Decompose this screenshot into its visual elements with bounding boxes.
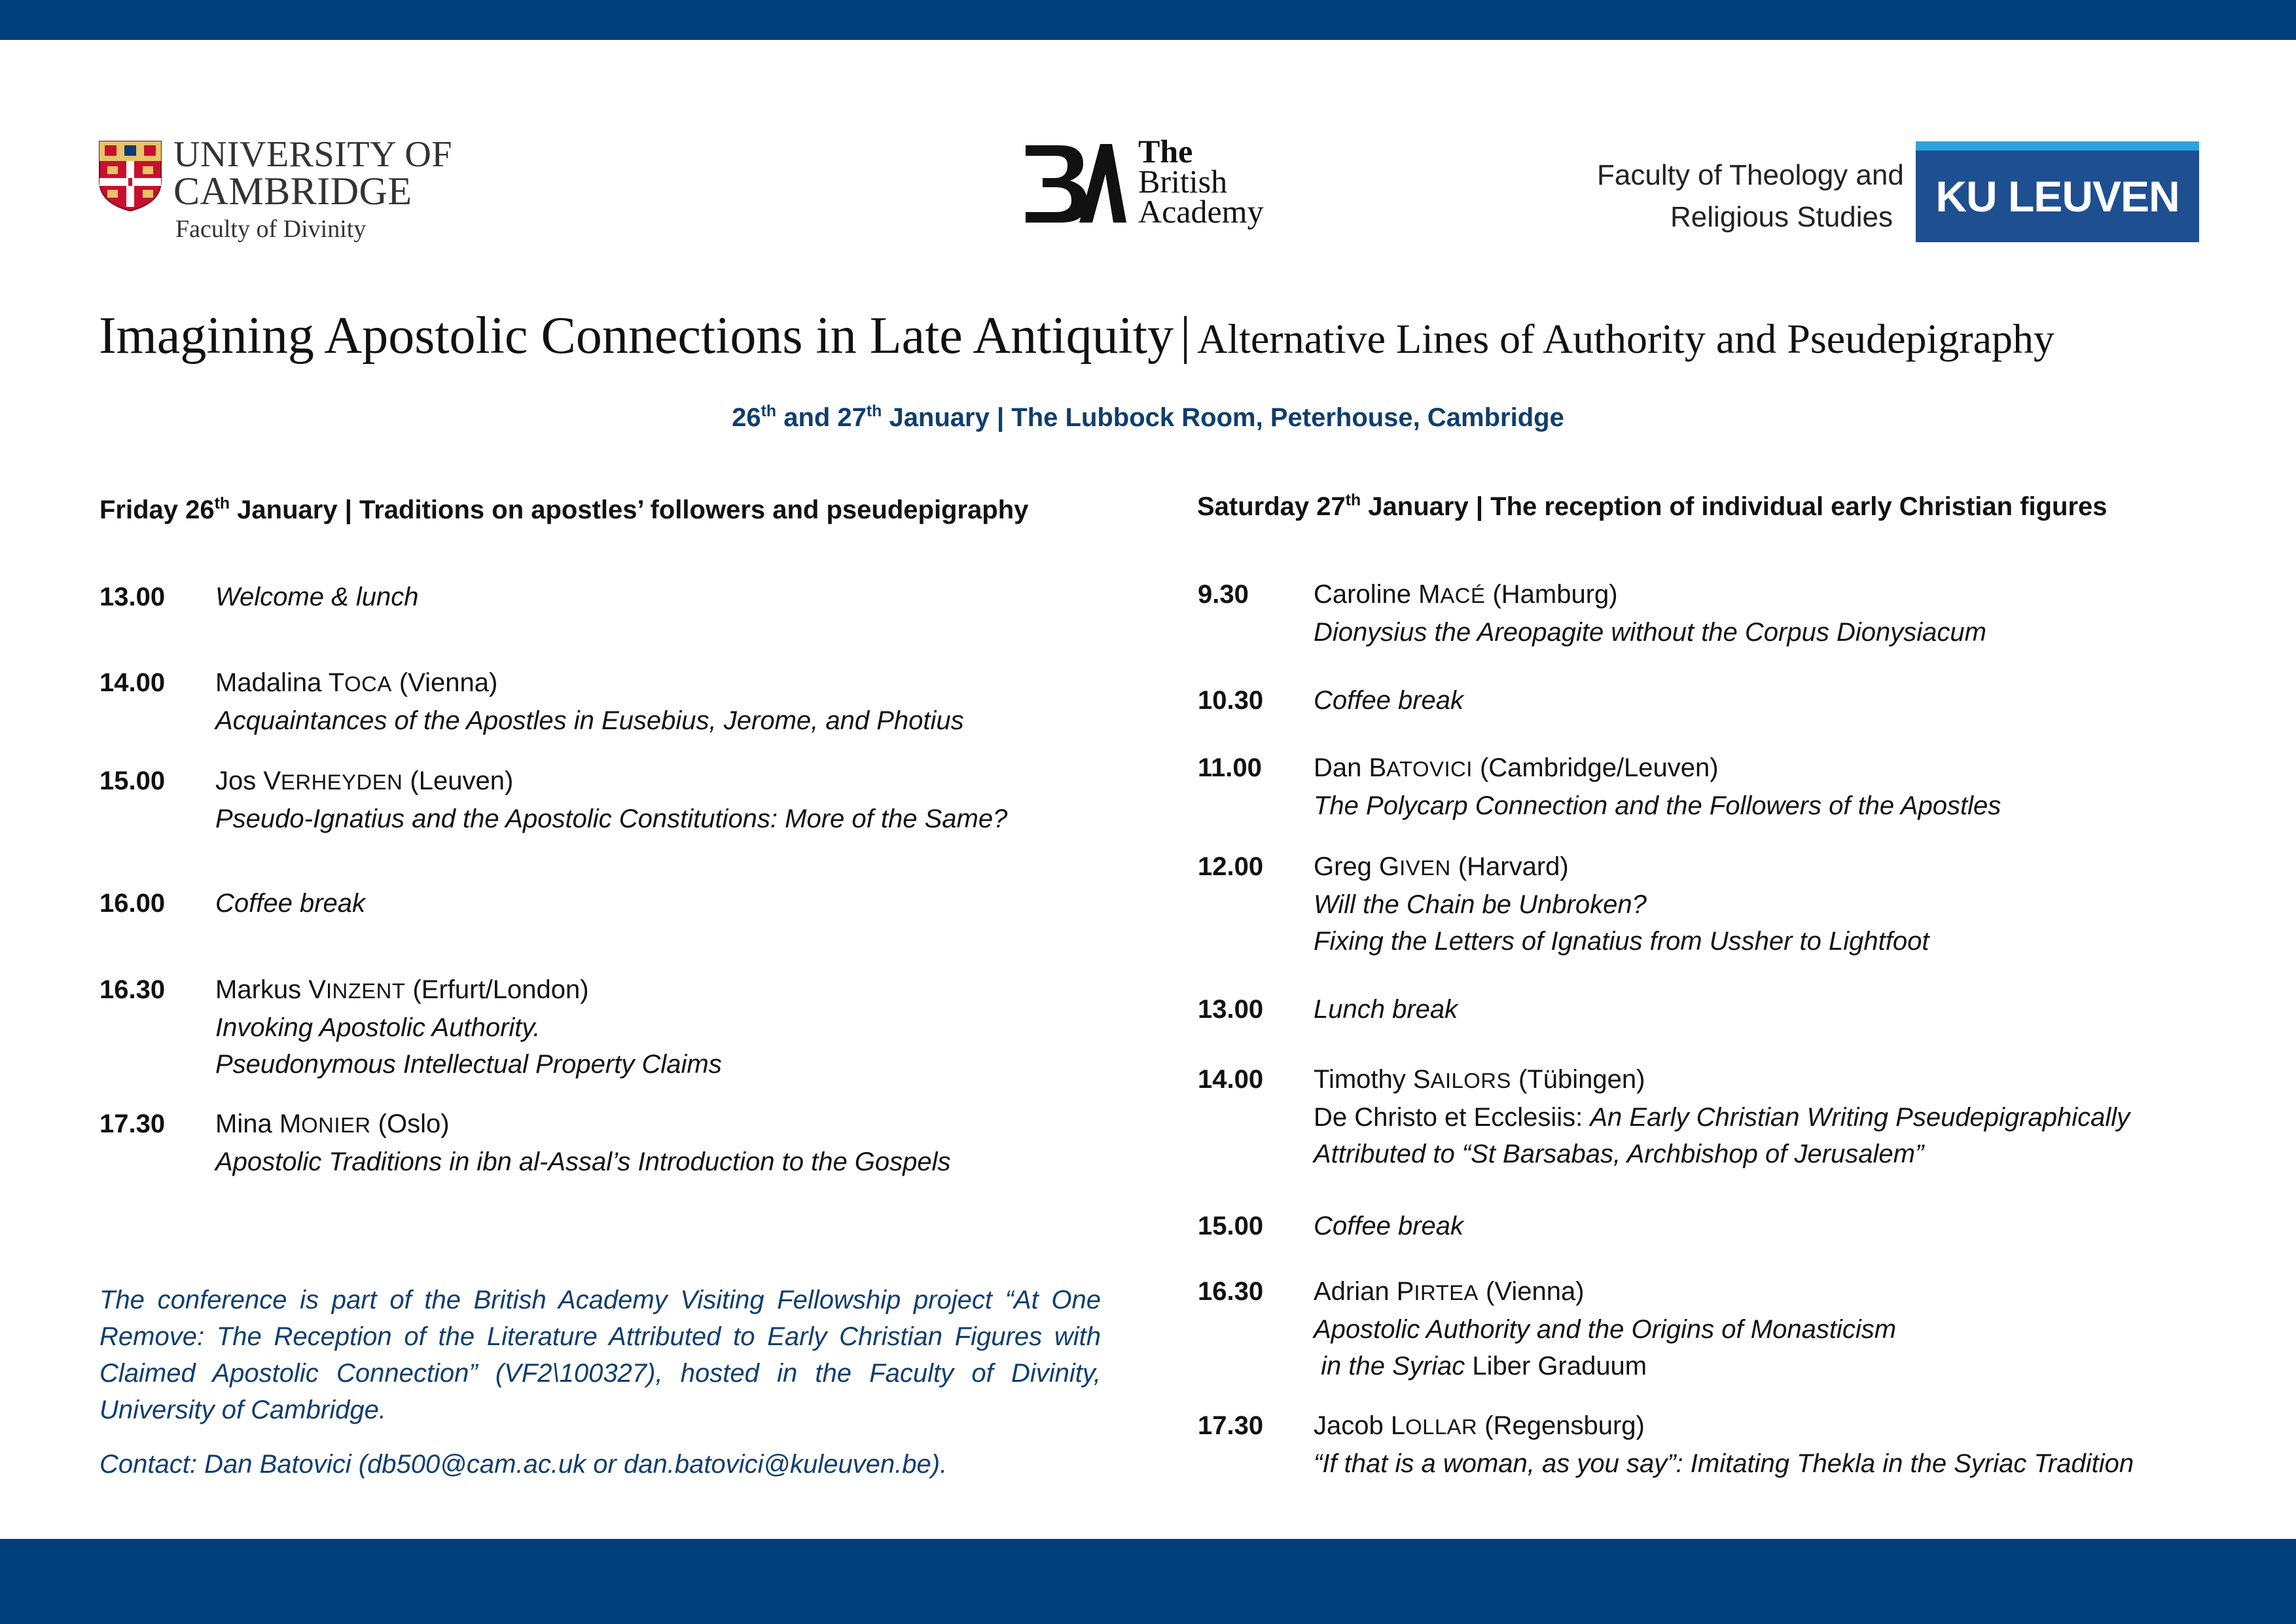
speaker-name: Timothy S — [1314, 1065, 1431, 1094]
speaker — [1314, 1407, 2134, 1445]
paper-title: Apostolic Authority and the Origins of Monasticism — [1314, 1315, 1897, 1344]
speaker-surname: OCA — [344, 672, 392, 696]
ku-faculty-line1: Faculty of Theology and — [1597, 159, 1904, 191]
speaker-surname: AILORS — [1430, 1068, 1511, 1092]
contact-note: Contact: Dan Batovici (db500@cam.ac.uk or dan.batovici@kuleuven.be). — [99, 1450, 948, 1479]
ku-leuven-name: KU LEUVEN — [1935, 172, 2179, 221]
slot-time: 13.00 — [99, 583, 166, 611]
ku-faculty-line2: Religious Studies — [1670, 201, 1893, 233]
slot-time: 16.00 — [99, 889, 166, 918]
project-note: The conference is part of the British Academy Visiting Fellowship project “At One Remove: The Reception of the Literature Attributed to Early Christian Figures with Claimed Apostolic Connection” (VF2\100327), hosted in the Faculty of Divinity, University of Cambridge. — [99, 1286, 1101, 1424]
speaker — [215, 664, 964, 702]
speaker-surname: INZENT — [325, 979, 406, 1003]
paper-title: The Polycarp Connection and the Followers of the Apostles — [1314, 791, 2001, 820]
title-main: Imagining Apostolic Connections in Late Antiquity — [99, 307, 1174, 365]
title-separator: | — [1180, 307, 1191, 365]
speaker — [1314, 576, 1986, 614]
saturday-heading-sup: th — [1345, 492, 1361, 510]
date1: 26 — [732, 403, 761, 432]
cambridge-wordmark — [173, 134, 452, 213]
friday-heading — [99, 496, 1028, 525]
paper-title-italic: in the Syriac — [1314, 1352, 1473, 1380]
speaker-affiliation: (Vienna) — [1478, 1277, 1585, 1306]
paper-title: Dionysius the Areopagite without the Corpus Dionysiacum — [1314, 618, 1986, 647]
speaker — [215, 1106, 951, 1144]
speaker-surname: ONIER — [301, 1113, 371, 1137]
slot-event: Welcome & lunch — [215, 583, 419, 611]
cambridge-logo — [98, 134, 465, 247]
speaker-surname: IVEN — [1399, 856, 1451, 880]
slot-event: Coffee break — [215, 889, 366, 918]
speaker-name: Markus V — [215, 975, 326, 1004]
slot-time: 13.00 — [1198, 995, 1264, 1024]
speaker — [1314, 749, 2001, 787]
speaker-affiliation: (Hamburg) — [1485, 580, 1618, 609]
ku-leuven-faculty — [1597, 154, 1904, 238]
speaker-surname: ATOVICI — [1386, 757, 1473, 781]
speaker-affiliation: (Erfurt/London) — [405, 975, 589, 1004]
slot-time: 14.00 — [99, 668, 166, 697]
speaker-affiliation: (Leuven) — [403, 767, 514, 795]
speaker-name: Jos V — [215, 767, 281, 795]
speaker — [215, 971, 722, 1009]
ba-line2: British — [1138, 163, 1228, 200]
speaker-surname: OLLAR — [1405, 1415, 1478, 1439]
date2: and 27 — [776, 403, 867, 432]
paper-title-italic: An Early Christian Writing Pseudepigraphically — [1590, 1103, 2130, 1132]
speaker-name: Mina M — [215, 1110, 302, 1138]
slot-time: 14.00 — [1198, 1065, 1264, 1094]
dates-venue — [0, 403, 2296, 433]
paper-title: “If that is a woman, as you say”: Imitating Thekla in the Syriac Tradition — [1314, 1449, 2134, 1478]
speaker-name: Greg G — [1314, 852, 1400, 881]
date1-sup: th — [761, 403, 777, 421]
cambridge-faculty: Faculty of Divinity — [175, 215, 367, 243]
top-band — [0, 0, 2296, 40]
paper-title: Acquaintances of the Apostles in Eusebius, Jerome, and Photius — [215, 706, 964, 735]
speaker-surname: IRTEA — [1414, 1280, 1479, 1305]
slot-time: 16.30 — [99, 975, 166, 1004]
venue: January | The Lubbock Room, Peterhouse, Cambridge — [882, 403, 1564, 432]
paper-title-cont: Attributed to “St Barsabas, Archbishop of Jerusalem” — [1314, 1140, 1924, 1168]
friday-heading-pre: Friday 26 — [99, 496, 215, 524]
paper-title-cont: Fixing the Letters of Ignatius from Ussher to Lightfoot — [1314, 927, 1929, 956]
paper-title — [1314, 1099, 2130, 1136]
speaker — [1314, 1061, 2130, 1099]
speaker-affiliation: (Regensburg) — [1477, 1411, 1645, 1440]
slot-time: 17.30 — [1198, 1411, 1264, 1440]
slot-time: 15.00 — [99, 767, 166, 795]
ku-leuven-logo — [1916, 141, 2199, 242]
bottom-band — [0, 1539, 2296, 1624]
speaker-affiliation: (Vienna) — [391, 668, 498, 697]
friday-heading-sup: th — [214, 495, 230, 513]
slot-event: Coffee break — [1314, 686, 1464, 715]
slot-event: Lunch break — [1314, 995, 1458, 1024]
paper-title: Pseudo-Ignatius and the Apostolic Constitutions: More of the Same? — [215, 804, 1008, 833]
speaker-affiliation: (Tübingen) — [1511, 1065, 1645, 1094]
speaker-name: Adrian P — [1314, 1277, 1414, 1306]
speaker-name: Madalina T — [215, 668, 345, 697]
cambridge-line1: UNIVERSITY OF — [173, 134, 452, 175]
slot-time: 11.00 — [1198, 753, 1262, 782]
speaker-name: Jacob L — [1314, 1411, 1406, 1440]
saturday-heading-post: January | The reception of individual early Christian figures — [1361, 492, 2108, 521]
paper-title-plain: Liber Graduum — [1472, 1352, 1647, 1380]
british-academy-mark-icon — [1023, 141, 1128, 225]
slot-event: Coffee break — [1314, 1212, 1464, 1240]
slot-time: 15.00 — [1198, 1212, 1264, 1240]
slot-time: 10.30 — [1198, 686, 1264, 715]
paper-title-plain: De Christo et Ecclesiis: — [1314, 1103, 1590, 1132]
paper-title: Apostolic Traditions in ibn al-Assal’s Introduction to the Gospels — [215, 1147, 951, 1176]
slot-time: 16.30 — [1198, 1277, 1264, 1306]
slot-time: 9.30 — [1198, 580, 1249, 609]
date2-sup: th — [866, 403, 882, 421]
speaker — [1314, 848, 1929, 886]
saturday-heading — [1197, 492, 2108, 522]
paper-title: Will the Chain be Unbroken? — [1314, 890, 1647, 919]
slot-time: 12.00 — [1198, 852, 1264, 881]
british-academy-wordmark — [1138, 133, 1264, 230]
cambridge-shield-icon — [98, 140, 162, 212]
speaker-surname: ERHEYDEN — [281, 770, 403, 794]
speaker-surname: ACÉ — [1440, 583, 1486, 607]
title-subtitle: Alternative Lines of Authority and Pseudepigraphy — [1197, 316, 2055, 362]
friday-heading-post: January | Traditions on apostles’ followers and pseudepigraphy — [230, 496, 1029, 524]
speaker-affiliation: (Harvard) — [1450, 852, 1569, 881]
paper-title-cont — [1314, 1348, 1896, 1384]
paper-title: Invoking Apostolic Authority. — [215, 1013, 541, 1042]
speaker-name: Caroline M — [1314, 580, 1441, 609]
speaker-name: Dan B — [1314, 753, 1387, 782]
cambridge-line2: CAMBRIDGE — [173, 170, 412, 213]
slot-time: 17.30 — [99, 1110, 166, 1138]
paper-title-cont: Pseudonymous Intellectual Property Claims — [215, 1050, 722, 1079]
ba-line1: The — [1138, 133, 1193, 170]
speaker — [1314, 1273, 1896, 1311]
speaker-affiliation: (Oslo) — [370, 1110, 450, 1138]
page-title — [99, 306, 2054, 366]
speaker-affiliation: (Cambridge/Leuven) — [1472, 753, 1719, 782]
saturday-heading-pre: Saturday 27 — [1197, 492, 1346, 521]
ba-line3: Academy — [1138, 193, 1264, 230]
speaker — [215, 763, 1007, 801]
british-academy-logo — [1023, 133, 1298, 236]
